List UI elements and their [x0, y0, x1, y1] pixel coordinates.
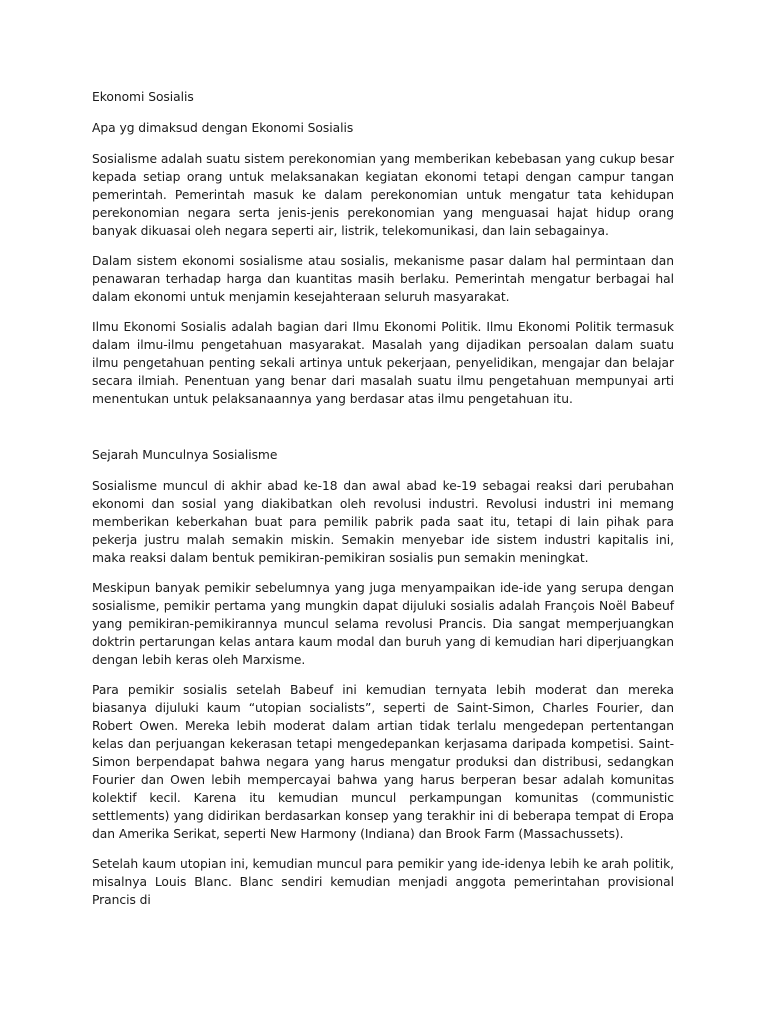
paragraph: Para pemikir sosialis setelah Babeuf ini kemudian ternyata lebih moderat dan mereka biasanya dijuluki kaum “utopian socialists”, seperti de Saint-Simon, Charles Fourier, dan Robert Owen. Mereka lebih moderat dalam artian tidak terlalu mengedepan pertentangan kelas dan perjuangan kekerasan tetapi mengedepankan kerjasama daripada kompetisi. Saint-Simon berpendapat bahwa negara yang harus mengatur produksi dan distribusi, sedangkan Fourier dan Owen lebih mempercayai bahwa yang harus berperan besar adalah komunitas kolektif kecil. Karena itu kemudian muncul perkampungan komunitas (communistic settlements) yang didirikan berdasarkan konsep yang terakhir ini di beberapa tempat di Eropa dan Amerika Serikat, seperti New Harmony (Indiana) dan Brook Farm (Massachussets).	[92, 683, 674, 841]
paragraph: Sosialisme muncul di akhir abad ke-18 dan awal abad ke-19 sebagai reaksi dari perubahan ekonomi dan sosial yang diakibatkan oleh revolusi industri. Revolusi industri ini memang memberikan keberkahan buat para pemilik pabrik pada saat itu, tetapi di lain pihak para pekerja justru malah semakin miskin. Semakin menyebar ide sistem industri kapitalis ini, maka reaksi dalam bentuk pemikiran-pemikiran sosialis pun semakin meningkat.	[92, 479, 674, 565]
document-title: Ekonomi Sosialis	[92, 90, 194, 104]
paragraph: Dalam sistem ekonomi sosialisme atau sosialis, mekanisme pasar dalam hal permintaan dan penawaran terhadap harga dan kuantitas masih berlaku. Pemerintah mengatur berbagai hal dalam ekonomi untuk menjamin kesejahteraan seluruh masyarakat.	[92, 254, 674, 304]
section-gap	[92, 420, 674, 446]
paragraph: Setelah kaum utopian ini, kemudian muncul para pemikir yang ide-idenya lebih ke arah politik, misalnya Louis Blanc. Blanc sendiri kemudian menjadi anggota pemerintahan provisional Prancis di	[92, 857, 674, 907]
document-page	[92, 88, 674, 921]
paragraph: Sosialisme adalah suatu sistem perekonomian yang memberikan kebebasan yang cukup besar kepada setiap orang untuk melaksanakan kegiatan ekonomi tetapi dengan campur tangan pemerintah. Pemerintah masuk ke dalam perekonomian untuk mengatur tata kehidupan perekonomian negara serta jenis-jenis perekonomian yang menguasai hajat hidup orang banyak dikuasai oleh negara seperti air, listrik, telekomunikasi, dan lain sebagainya.	[92, 152, 674, 238]
paragraph: Ilmu Ekonomi Sosialis adalah bagian dari Ilmu Ekonomi Politik. Ilmu Ekonomi Politik termasuk dalam ilmu-ilmu pengetahuan masyarakat. Masalah yang dijadikan persoalan dalam suatu ilmu pengetahuan penting sekali artinya untuk pekerjaan, penyelidikan, mengajar dan belajar secara ilmiah. Penentuan yang benar dari masalah suatu ilmu pengetahuan mempunyai arti menentukan untuk pelaksanaannya yang berdasar atas ilmu pengetahuan itu.	[92, 320, 674, 406]
question-heading: Apa yg dimaksud dengan Ekonomi Sosialis	[92, 121, 354, 135]
section-title: Sejarah Munculnya Sosialisme	[92, 448, 278, 462]
paragraph: Meskipun banyak pemikir sebelumnya yang juga menyampaikan ide-ide yang serupa dengan sosialisme, pemikir pertama yang mungkin dapat dijuluki sosialis adalah François Noël Babeuf yang pemikiran-pemikirannya muncul selama revolusi Prancis. Dia sangat memperjuangkan doktrin pertarungan kelas antara kaum modal dan buruh yang di kemudian hari diperjuangkan dengan lebih keras oleh Marxisme.	[92, 581, 674, 667]
